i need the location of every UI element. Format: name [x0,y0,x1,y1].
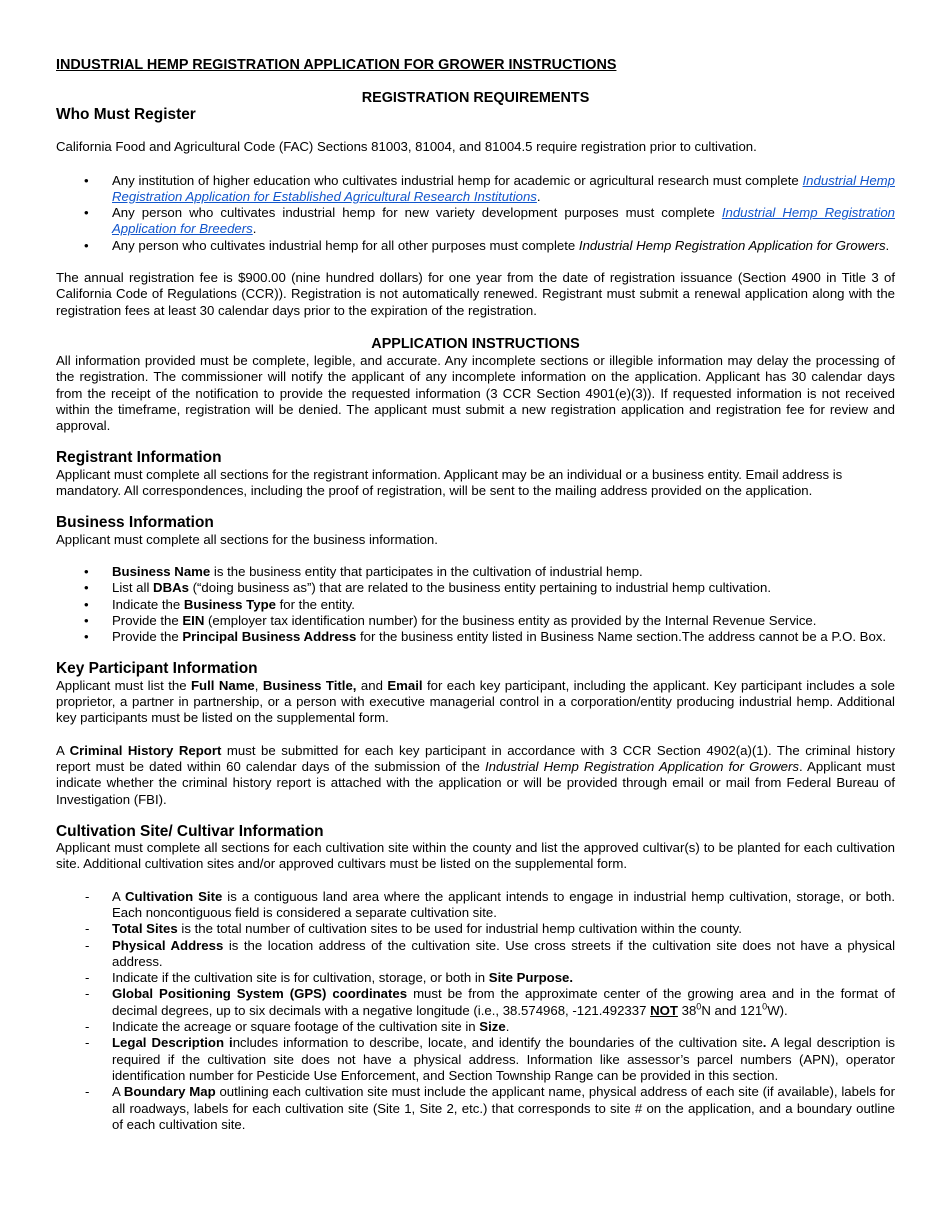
cultivation-site-heading: Cultivation Site/ Cultivar Information [56,822,324,840]
criminal-history-paragraph [56,743,895,808]
who-must-register-heading: Who Must Register [56,106,196,123]
application-instructions-paragraph: All information provided must be complete, legible, and accurate. Any incomplete sections or illegible information may delay the processing of the registration. The commissioner will notify the applicant of any incomplete information on the application. Applicant has 30 calendar days from the receipt of the notification to provide the requested information (3 CCR Section 4901(e)(3)). If requested information is not received within the timeframe, registration will be denied. The applicant must submit a new registration application and registration fee for review and approval. [56,352,895,434]
paragraph-text: must be submitted for each key participant in accordance with 3 CCR Section 4902(a)(1). The criminal history report must be dated within 60 calendar days of the submission of the [56,742,895,774]
list-item-text: Any institution of higher education who cultivates industrial hemp for academic or agricultural research must complete [112,172,803,188]
list-item [56,921,895,937]
criminal-history-report-term: Criminal History Report [69,742,222,758]
list-item-text: W). [767,1002,788,1018]
email-term: Email [387,677,423,693]
application-instructions-heading: APPLICATION INSTRUCTIONS [371,335,580,352]
list-item-text: Any person who cultivates industrial hemp for new variety development purposes must complete [112,205,722,221]
size-term: Size [479,1019,506,1035]
boundary-map-term: Boundary Map [123,1084,216,1100]
list-item-period: . [252,221,257,237]
list-item [56,613,895,629]
gps-coordinates-term: Global Positioning System (GPS) coordinates [112,986,408,1002]
paragraph-text: Applicant must list the [56,677,191,693]
registration-requirements-heading: REGISTRATION REQUIREMENTS [361,90,590,106]
list-item-text: is the business entity that participates in the cultivation of industrial hemp. [210,563,643,579]
site-purpose-term: Site Purpose. [488,970,574,986]
paragraph-text: A [56,742,70,758]
list-item [56,970,895,986]
list-item-text: A [112,888,126,904]
registration-fee-paragraph: The annual registration fee is $900.00 (nine hundred dollars) for one year from the date of registration issuance (Section 4900 in Title 3 of California Code of Regulations (CCR)). Registration is not automatically renewed. Registrant must submit a renewal application along with the registration fees at least 30 calendar days prior to the expiration of the registration. [56,270,895,318]
degree-superscript: 0 [762,1001,768,1012]
list-item [56,597,895,613]
list-item-text: 38 [677,1002,697,1018]
list-item [56,938,895,971]
list-item [56,173,895,206]
cultivation-site-intro: Applicant must complete all sections for each cultivation site within the county and list the approved cultivar(s) to be planted for each cultivation site. Additional cultivation sites and/or approved cultivars must be listed on the supplemental form. [56,840,895,872]
list-item [56,205,895,238]
list-item-text: (employer tax identification number) for the business entity as provided by the Internal Revenue Service. [204,612,817,628]
list-item [56,564,895,580]
breeders-form-link[interactable]: Industrial Hemp Registration Application for Breeders [112,205,895,237]
registrant-information-paragraph: Applicant must complete all sections for the registrant information. Applicant may be an individual or a business entity. Email address is mandatory. All correspondences, including the proof of registration, will be sent to the mailing address provided on the application. [56,466,843,499]
list-item-text: for the business entity listed in Business Name section.The address cannot be a P.O. Box. [356,629,887,645]
paragraph-text: and [356,677,388,693]
research-institutions-form-link[interactable]: Industrial Hemp Registration Application for Established Agricultural Research Institutions [112,172,895,204]
list-item-text: for the entity. [275,596,355,612]
list-item-period: . [536,188,541,204]
list-item [56,580,895,596]
business-information-list [56,564,895,645]
list-item-text: outlining each cultivation site must include the applicant name, physical address of each site (if available), labels for all roadways, labels for each cultivation site (Site 1, Site 2, etc.) that corresponds to site # on the application, and a boundary outline of each cultivation site. [112,1084,896,1132]
business-title-term: Business Title, [262,677,357,693]
total-sites-term: Total Sites [112,921,178,937]
ein-term: EIN [182,612,205,628]
key-participant-paragraph [56,678,895,727]
list-item-text: is a contiguous land area where the applicant intends to engage in industrial hemp cultivation, storage, or both. Each noncontiguous field is considered a separate cultivation site. [112,888,896,920]
business-type-term: Business Type [183,596,276,612]
degree-superscript: 0 [696,1001,702,1012]
list-item-text: A [112,1084,124,1100]
list-item-text: List all [112,580,154,596]
fac-intro-paragraph: California Food and Agricultural Code (FAC) Sections 81003, 81004, and 81004.5 require registration prior to cultivation. [56,139,757,155]
list-item-text: Indicate the [112,596,184,612]
full-name-term: Full Name [190,677,255,693]
document-title: INDUSTRIAL HEMP REGISTRATION APPLICATION FOR GROWER INSTRUCTIONS [56,57,617,73]
physical-address-term: Physical Address [112,937,224,953]
list-item [56,889,895,922]
list-item-period: . [885,237,890,253]
list-item [56,629,895,645]
list-item-text: Provide the [112,629,183,645]
list-item-text: N and 121 [701,1002,763,1018]
who-must-register-list [56,173,895,254]
growers-form-name: Industrial Hemp Registration Application for Growers [578,237,886,253]
dbas-term: DBAs [153,580,189,596]
list-item [56,986,895,1019]
list-item-text: Provide the [112,612,183,628]
growers-form-name: Industrial Hemp Registration Application for Growers [484,758,799,774]
not-emphasis: NOT [650,1002,678,1018]
legal-description-term: Legal Description i [112,1035,233,1051]
paragraph-text: . Applicant must indicate whether the criminal history report is attached with the application or will be provided through email or mail from Federal Bureau of Investigation (FBI). [56,758,896,807]
list-item-text: must be from the approximate center of the growing area and in the format of decimal degrees, up to six decimals with a negative longitude (i.e., 38.574968, -121.492337 [112,986,895,1018]
list-item [56,1035,895,1084]
paragraph-text: for each key participant, including the applicant. Key participant includes a sole proprietor, a partner in partnership, or a person with executive managerial control in a corporation/entity producing industrial hemp. Additional key participants must be listed on the supplemental form. [56,677,895,726]
list-item-text: . [762,1035,767,1051]
principal-business-address-term: Principal Business Address [182,629,357,645]
list-item [56,1019,895,1035]
registrant-information-heading: Registrant Information [56,449,222,467]
list-item-text: ncludes information to describe, locate, and identify the boundaries of the cultivation site [232,1035,763,1051]
list-item-text: (“doing business as”) that are related to the business entity pertaining to industrial hemp cultivation. [188,580,771,596]
key-participant-heading: Key Participant Information [56,660,258,678]
list-item-text: . [505,1019,510,1035]
list-item [56,1084,895,1133]
list-item-text: Indicate the acreage or square footage of the cultivation site in [112,1019,480,1035]
business-information-intro: Applicant must complete all sections for the business information. [56,531,438,547]
business-information-heading: Business Information [56,514,214,532]
list-item [56,238,895,254]
list-item-text: is the location address of the cultivation site. Use cross streets if the cultivation site does not have a physical address. [112,937,895,969]
cultivation-site-term: Cultivation Site [125,888,223,904]
list-item-text: is the total number of cultivation sites to be used for industrial hemp cultivation within the county. [177,921,742,937]
document-page [56,56,895,1133]
cultivation-site-list [56,889,895,1133]
list-item-text: A legal description is required if the cultivation site does not have a physical address. Information like assessor’s parcel numbers (APN), operator identification number for Pesticide Use Enforcement, and Section Township Range can be provided in this section. [112,1035,896,1083]
list-item-text: Indicate if the cultivation site is for cultivation, storage, or both in [112,970,489,986]
list-item-text: Any person who cultivates industrial hemp for all other purposes must complete [112,237,579,253]
business-name-term: Business Name [112,563,211,579]
paragraph-text: , [254,677,263,693]
